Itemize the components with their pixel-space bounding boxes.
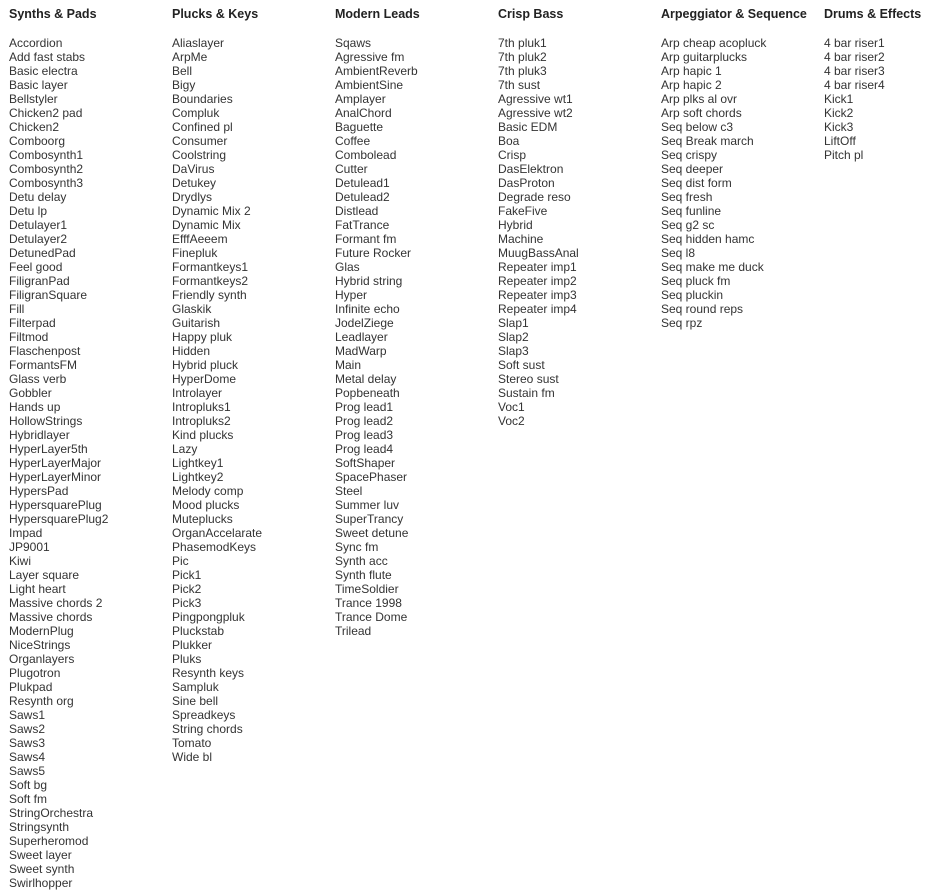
preset-item[interactable]: Soft fm [9, 792, 48, 806]
preset-item[interactable]: Seq rpz [661, 316, 703, 330]
preset-list-arpeggiator-sequence [661, 36, 821, 330]
preset-item[interactable]: FiligranSquare [9, 288, 88, 302]
preset-item[interactable]: Basic EDM [498, 120, 558, 134]
preset-item[interactable]: 4 bar riser3 [824, 64, 885, 78]
column-arpeggiator-sequence [661, 6, 821, 330]
preset-item[interactable]: Combosynth2 [9, 162, 84, 176]
preset-item[interactable]: HyperDome [172, 372, 237, 386]
preset-item[interactable]: Sweet synth [9, 862, 75, 876]
preset-item[interactable]: Trilead [335, 624, 372, 638]
preset-item[interactable]: Filterpad [9, 316, 56, 330]
preset-item[interactable]: Synth acc [335, 554, 388, 568]
preset-item[interactable]: Accordion [9, 36, 63, 50]
preset-item[interactable]: Cutter [335, 162, 368, 176]
preset-item[interactable]: Agressive wt1 [498, 92, 573, 106]
preset-item[interactable]: Feel good [9, 260, 63, 274]
preset-item[interactable]: Detu lp [9, 204, 48, 218]
preset-item[interactable]: Seq make me duck [661, 260, 764, 274]
preset-item[interactable]: Boa [498, 134, 520, 148]
column-modern-leads [335, 6, 495, 638]
preset-item[interactable]: Aliaslayer [172, 36, 225, 50]
preset-item[interactable]: Hidden [172, 344, 211, 358]
preset-item[interactable]: Prog lead4 [335, 442, 394, 456]
preset-item[interactable]: Guitarish [172, 316, 221, 330]
preset-item[interactable]: HollowStrings [9, 414, 83, 428]
column-title-arpeggiator-sequence: Arpeggiator & Sequence [661, 7, 807, 21]
preset-item[interactable]: JodelZiege [335, 316, 394, 330]
preset-item[interactable]: Pick1 [172, 568, 202, 582]
preset-item[interactable]: Coffee [335, 134, 371, 148]
preset-item[interactable]: TimeSoldier [335, 582, 399, 596]
preset-item[interactable]: Voc2 [498, 414, 525, 428]
preset-item[interactable]: Sweet detune [335, 526, 409, 540]
preset-item[interactable]: 4 bar riser1 [824, 36, 885, 50]
preset-item[interactable]: Comboorg [9, 134, 66, 148]
preset-item[interactable]: Glas [335, 260, 360, 274]
preset-item[interactable]: Stringsynth [9, 820, 70, 834]
preset-item[interactable]: Slap2 [498, 330, 529, 344]
preset-item[interactable]: Saws3 [9, 736, 46, 750]
preset-item[interactable]: Prog lead1 [335, 400, 394, 414]
preset-item[interactable]: 7th pluk3 [498, 64, 547, 78]
preset-item[interactable]: AnalChord [335, 106, 392, 120]
column-title-crisp-bass: Crisp Bass [498, 7, 564, 21]
preset-item[interactable]: Basic electra [9, 64, 78, 78]
preset-item[interactable]: Seq g2 sc [661, 218, 715, 232]
column-drums-effects [824, 6, 931, 162]
preset-item[interactable]: Agressive wt2 [498, 106, 573, 120]
preset-item[interactable]: 7th pluk1 [498, 36, 547, 50]
preset-item[interactable]: Hands up [9, 400, 61, 414]
preset-item[interactable]: Metal delay [335, 372, 397, 386]
preset-item[interactable]: MadWarp [335, 344, 387, 358]
preset-item[interactable]: Seq pluckin [661, 288, 724, 302]
preset-item[interactable]: LiftOff [824, 134, 856, 148]
preset-item[interactable]: Kiwi [9, 554, 32, 568]
preset-item[interactable]: HypersquarePlug2 [9, 512, 109, 526]
preset-item[interactable]: Arp guitarplucks [661, 50, 748, 64]
preset-list-modern-leads [335, 36, 495, 638]
preset-item[interactable]: Seq pluck fm [661, 274, 731, 288]
preset-item[interactable]: Arp cheap acopluck [661, 36, 767, 50]
preset-item[interactable]: Saws5 [9, 764, 46, 778]
preset-item[interactable]: Synth flute [335, 568, 392, 582]
preset-item[interactable]: HyperLayer5th [9, 442, 88, 456]
preset-item[interactable]: Slap3 [498, 344, 529, 358]
preset-item[interactable]: Layer square [9, 568, 80, 582]
preset-item[interactable]: Soft sust [498, 358, 545, 372]
preset-item[interactable]: Voc1 [498, 400, 525, 414]
preset-item[interactable]: Friendly synth [172, 288, 247, 302]
preset-item[interactable]: Saws4 [9, 750, 46, 764]
preset-item[interactable]: Leadlayer [335, 330, 388, 344]
preset-item[interactable]: Formant fm [335, 232, 397, 246]
preset-item[interactable]: Detulayer1 [9, 218, 68, 232]
preset-item[interactable]: Repeater imp4 [498, 302, 577, 316]
preset-item[interactable]: Intropluks2 [172, 414, 231, 428]
preset-item[interactable]: Trance Dome [335, 610, 408, 624]
preset-item[interactable]: Bellstyler [9, 92, 58, 106]
preset-item[interactable]: FakeFive [498, 204, 548, 218]
preset-item[interactable]: Pick3 [172, 596, 202, 610]
preset-item[interactable]: Summer luv [335, 498, 400, 512]
preset-item[interactable]: DasElektron [498, 162, 564, 176]
preset-item[interactable]: Sqaws [335, 36, 372, 50]
preset-item[interactable]: 4 bar riser4 [824, 78, 885, 92]
preset-item[interactable]: Dynamic Mix 2 [172, 204, 251, 218]
preset-item[interactable]: Stereo sust [498, 372, 559, 386]
preset-item[interactable]: Seq funline [661, 204, 722, 218]
preset-list-plucks-keys [172, 36, 332, 764]
preset-item[interactable]: Seq Break march [661, 134, 754, 148]
preset-item[interactable]: Superheromod [9, 834, 89, 848]
preset-item[interactable]: Seq below c3 [661, 120, 734, 134]
preset-item[interactable]: Bell [172, 64, 193, 78]
preset-item[interactable]: Repeater imp1 [498, 260, 577, 274]
preset-item[interactable]: Detulead1 [335, 176, 390, 190]
preset-item[interactable]: Trance 1998 [335, 596, 402, 610]
preset-columns [9, 6, 931, 890]
preset-item[interactable]: ArpMe [172, 50, 208, 64]
preset-item[interactable]: Chicken2 [9, 120, 60, 134]
preset-item[interactable]: Agressive fm [335, 50, 405, 64]
preset-item[interactable]: Impad [9, 526, 43, 540]
preset-item[interactable]: Pick2 [172, 582, 202, 596]
preset-item[interactable]: Resynth keys [172, 666, 245, 680]
preset-item[interactable]: Glass verb [9, 372, 67, 386]
preset-item[interactable]: Flaschenpost [9, 344, 81, 358]
preset-item[interactable]: Hybrid string [335, 274, 403, 288]
preset-item[interactable]: Sustain fm [498, 386, 555, 400]
preset-item[interactable]: Kick3 [824, 120, 854, 134]
preset-item[interactable]: Mood plucks [172, 498, 240, 512]
preset-item[interactable]: Introlayer [172, 386, 223, 400]
preset-item[interactable]: MuugBassAnal [498, 246, 579, 260]
preset-item[interactable]: Arp hapic 2 [661, 78, 722, 92]
preset-item[interactable]: Glaskik [172, 302, 212, 316]
preset-item[interactable]: Sampluk [172, 680, 219, 694]
column-synths-pads [9, 6, 169, 890]
preset-item[interactable]: Hybrid pluck [172, 358, 239, 372]
preset-item[interactable]: Kick2 [824, 106, 854, 120]
preset-item[interactable]: String chords [172, 722, 243, 736]
preset-item[interactable]: Prog lead2 [335, 414, 394, 428]
preset-item[interactable]: Kick1 [824, 92, 854, 106]
preset-item[interactable]: Add fast stabs [9, 50, 86, 64]
preset-item[interactable]: NiceStrings [9, 638, 71, 652]
column-crisp-bass [498, 6, 658, 428]
preset-item[interactable]: 4 bar riser2 [824, 50, 885, 64]
preset-item[interactable]: Massive chords 2 [9, 596, 103, 610]
preset-item[interactable]: Arp plks al ovr [661, 92, 738, 106]
preset-item[interactable]: Finepluk [172, 246, 218, 260]
preset-item[interactable]: Saws2 [9, 722, 46, 736]
preset-item[interactable]: Seq hidden hamc [661, 232, 755, 246]
preset-item[interactable]: Combosynth1 [9, 148, 84, 162]
preset-item[interactable]: Seq dist form [661, 176, 732, 190]
preset-item[interactable]: Seq fresh [661, 190, 713, 204]
preset-item[interactable]: Crisp [498, 148, 527, 162]
preset-item[interactable]: Pluks [172, 652, 202, 666]
preset-item[interactable]: Arp soft chords [661, 106, 742, 120]
preset-item[interactable]: Detulead2 [335, 190, 390, 204]
preset-item[interactable]: Seq deeper [661, 162, 724, 176]
preset-item[interactable]: Pingpongpluk [172, 610, 245, 624]
preset-item[interactable]: Baguette [335, 120, 384, 134]
preset-item[interactable]: SuperTrancy [335, 512, 404, 526]
preset-item[interactable]: Repeater imp3 [498, 288, 577, 302]
preset-item[interactable]: Slap1 [498, 316, 529, 330]
preset-item[interactable]: Intropluks1 [172, 400, 231, 414]
preset-list-synths-pads [9, 36, 169, 890]
preset-item[interactable]: Bigy [172, 78, 196, 92]
preset-item[interactable]: Happy pluk [172, 330, 233, 344]
preset-item[interactable]: FormantsFM [9, 358, 78, 372]
preset-item[interactable]: Melody comp [172, 484, 244, 498]
preset-item[interactable]: Seq crispy [661, 148, 718, 162]
preset-list-drums-effects [824, 36, 931, 162]
preset-item[interactable]: SoftShaper [335, 456, 396, 470]
preset-item[interactable]: HyperLayerMajor [9, 456, 102, 470]
preset-item[interactable]: Infinite echo [335, 302, 400, 316]
preset-item[interactable]: HyperLayerMinor [9, 470, 102, 484]
preset-item[interactable]: Organlayers [9, 652, 75, 666]
preset-item[interactable]: Filtmod [9, 330, 49, 344]
preset-item[interactable]: FatTrance [335, 218, 390, 232]
preset-item[interactable]: Repeater imp2 [498, 274, 577, 288]
column-title-modern-leads: Modern Leads [335, 7, 420, 21]
preset-list-crisp-bass [498, 36, 658, 428]
preset-item[interactable]: Pluckstab [172, 624, 225, 638]
preset-item[interactable]: Main [335, 358, 362, 372]
preset-item[interactable]: Detu delay [9, 190, 67, 204]
preset-item[interactable]: Degrade reso [498, 190, 571, 204]
preset-item[interactable]: Lightkey2 [172, 470, 224, 484]
preset-item[interactable]: Hyper [335, 288, 368, 302]
preset-item[interactable]: Kind plucks [172, 428, 234, 442]
preset-item[interactable]: Plukker [172, 638, 213, 652]
preset-item[interactable]: Combolead [335, 148, 397, 162]
preset-item[interactable]: Compluk [172, 106, 220, 120]
preset-item[interactable]: Seq l8 [661, 246, 696, 260]
preset-item[interactable]: AmbientReverb [335, 64, 418, 78]
preset-item[interactable]: Distlead [335, 204, 379, 218]
preset-item[interactable]: Pic [172, 554, 189, 568]
preset-item[interactable]: Prog lead3 [335, 428, 394, 442]
preset-item[interactable]: Lightkey1 [172, 456, 224, 470]
preset-item[interactable]: Sine bell [172, 694, 219, 708]
preset-item[interactable]: Massive chords [9, 610, 93, 624]
preset-item[interactable]: Sweet layer [9, 848, 72, 862]
preset-item[interactable]: 7th sust [498, 78, 541, 92]
preset-item[interactable]: Chicken2 pad [9, 106, 83, 120]
preset-item[interactable]: Basic layer [9, 78, 68, 92]
preset-item[interactable]: DetunedPad [9, 246, 76, 260]
preset-item[interactable]: Plukpad [9, 680, 53, 694]
preset-item[interactable]: DaVirus [172, 162, 215, 176]
preset-item[interactable]: HypersquarePlug [9, 498, 102, 512]
preset-item[interactable]: Sync fm [335, 540, 379, 554]
preset-item[interactable]: ModernPlug [9, 624, 74, 638]
preset-item[interactable]: Saws1 [9, 708, 46, 722]
preset-item[interactable]: Gobbler [9, 386, 52, 400]
column-title-drums-effects: Drums & Effects [824, 7, 922, 21]
preset-item[interactable]: Seq round reps [661, 302, 744, 316]
preset-item[interactable]: Swirlhopper [9, 876, 73, 890]
preset-item[interactable]: FiligranPad [9, 274, 70, 288]
column-plucks-keys [172, 6, 332, 764]
preset-item[interactable]: Muteplucks [172, 512, 233, 526]
preset-item[interactable]: Soft bg [9, 778, 48, 792]
preset-item[interactable]: EfffAeeem [172, 232, 228, 246]
preset-item[interactable]: Arp hapic 1 [661, 64, 722, 78]
preset-item[interactable]: PhasemodKeys [172, 540, 257, 554]
preset-item[interactable]: Wide bl [172, 750, 213, 764]
preset-item[interactable]: Combosynth3 [9, 176, 84, 190]
preset-item[interactable]: Plugotron [9, 666, 61, 680]
preset-item[interactable]: Confined pl [172, 120, 233, 134]
preset-item[interactable]: Popbeneath [335, 386, 400, 400]
preset-item[interactable]: Detulayer2 [9, 232, 68, 246]
preset-item[interactable]: Coolstring [172, 148, 227, 162]
preset-item[interactable]: Dynamic Mix [172, 218, 241, 232]
preset-item[interactable]: HypersPad [9, 484, 69, 498]
preset-item[interactable]: Drydlys [172, 190, 213, 204]
preset-item[interactable]: Fill [9, 302, 25, 316]
preset-item[interactable]: Consumer [172, 134, 228, 148]
preset-item[interactable]: Spreadkeys [172, 708, 236, 722]
column-title-plucks-keys: Plucks & Keys [172, 7, 259, 21]
preset-item[interactable]: Boundaries [172, 92, 233, 106]
preset-item[interactable]: StringOrchestra [9, 806, 94, 820]
preset-item[interactable]: Amplayer [335, 92, 386, 106]
preset-item[interactable]: Hybridlayer [9, 428, 70, 442]
preset-item[interactable]: Lazy [172, 442, 198, 456]
preset-item[interactable]: SpacePhaser [335, 470, 408, 484]
preset-item[interactable]: Hybrid [498, 218, 533, 232]
preset-item[interactable]: JP9001 [9, 540, 50, 554]
preset-item[interactable]: Formantkeys2 [172, 274, 249, 288]
preset-item[interactable]: DasProton [498, 176, 555, 190]
preset-item[interactable]: OrganAccelarate [172, 526, 263, 540]
preset-item[interactable]: Steel [335, 484, 363, 498]
preset-item[interactable]: Machine [498, 232, 544, 246]
preset-item[interactable]: Detukey [172, 176, 217, 190]
preset-item[interactable]: 7th pluk2 [498, 50, 547, 64]
preset-item[interactable]: Pitch pl [824, 148, 864, 162]
preset-item[interactable]: Light heart [9, 582, 66, 596]
preset-item[interactable]: Future Rocker [335, 246, 412, 260]
preset-item[interactable]: Formantkeys1 [172, 260, 249, 274]
preset-item[interactable]: Tomato [172, 736, 212, 750]
preset-item[interactable]: AmbientSine [335, 78, 404, 92]
column-title-synths-pads: Synths & Pads [9, 7, 97, 21]
preset-item[interactable]: Resynth org [9, 694, 74, 708]
